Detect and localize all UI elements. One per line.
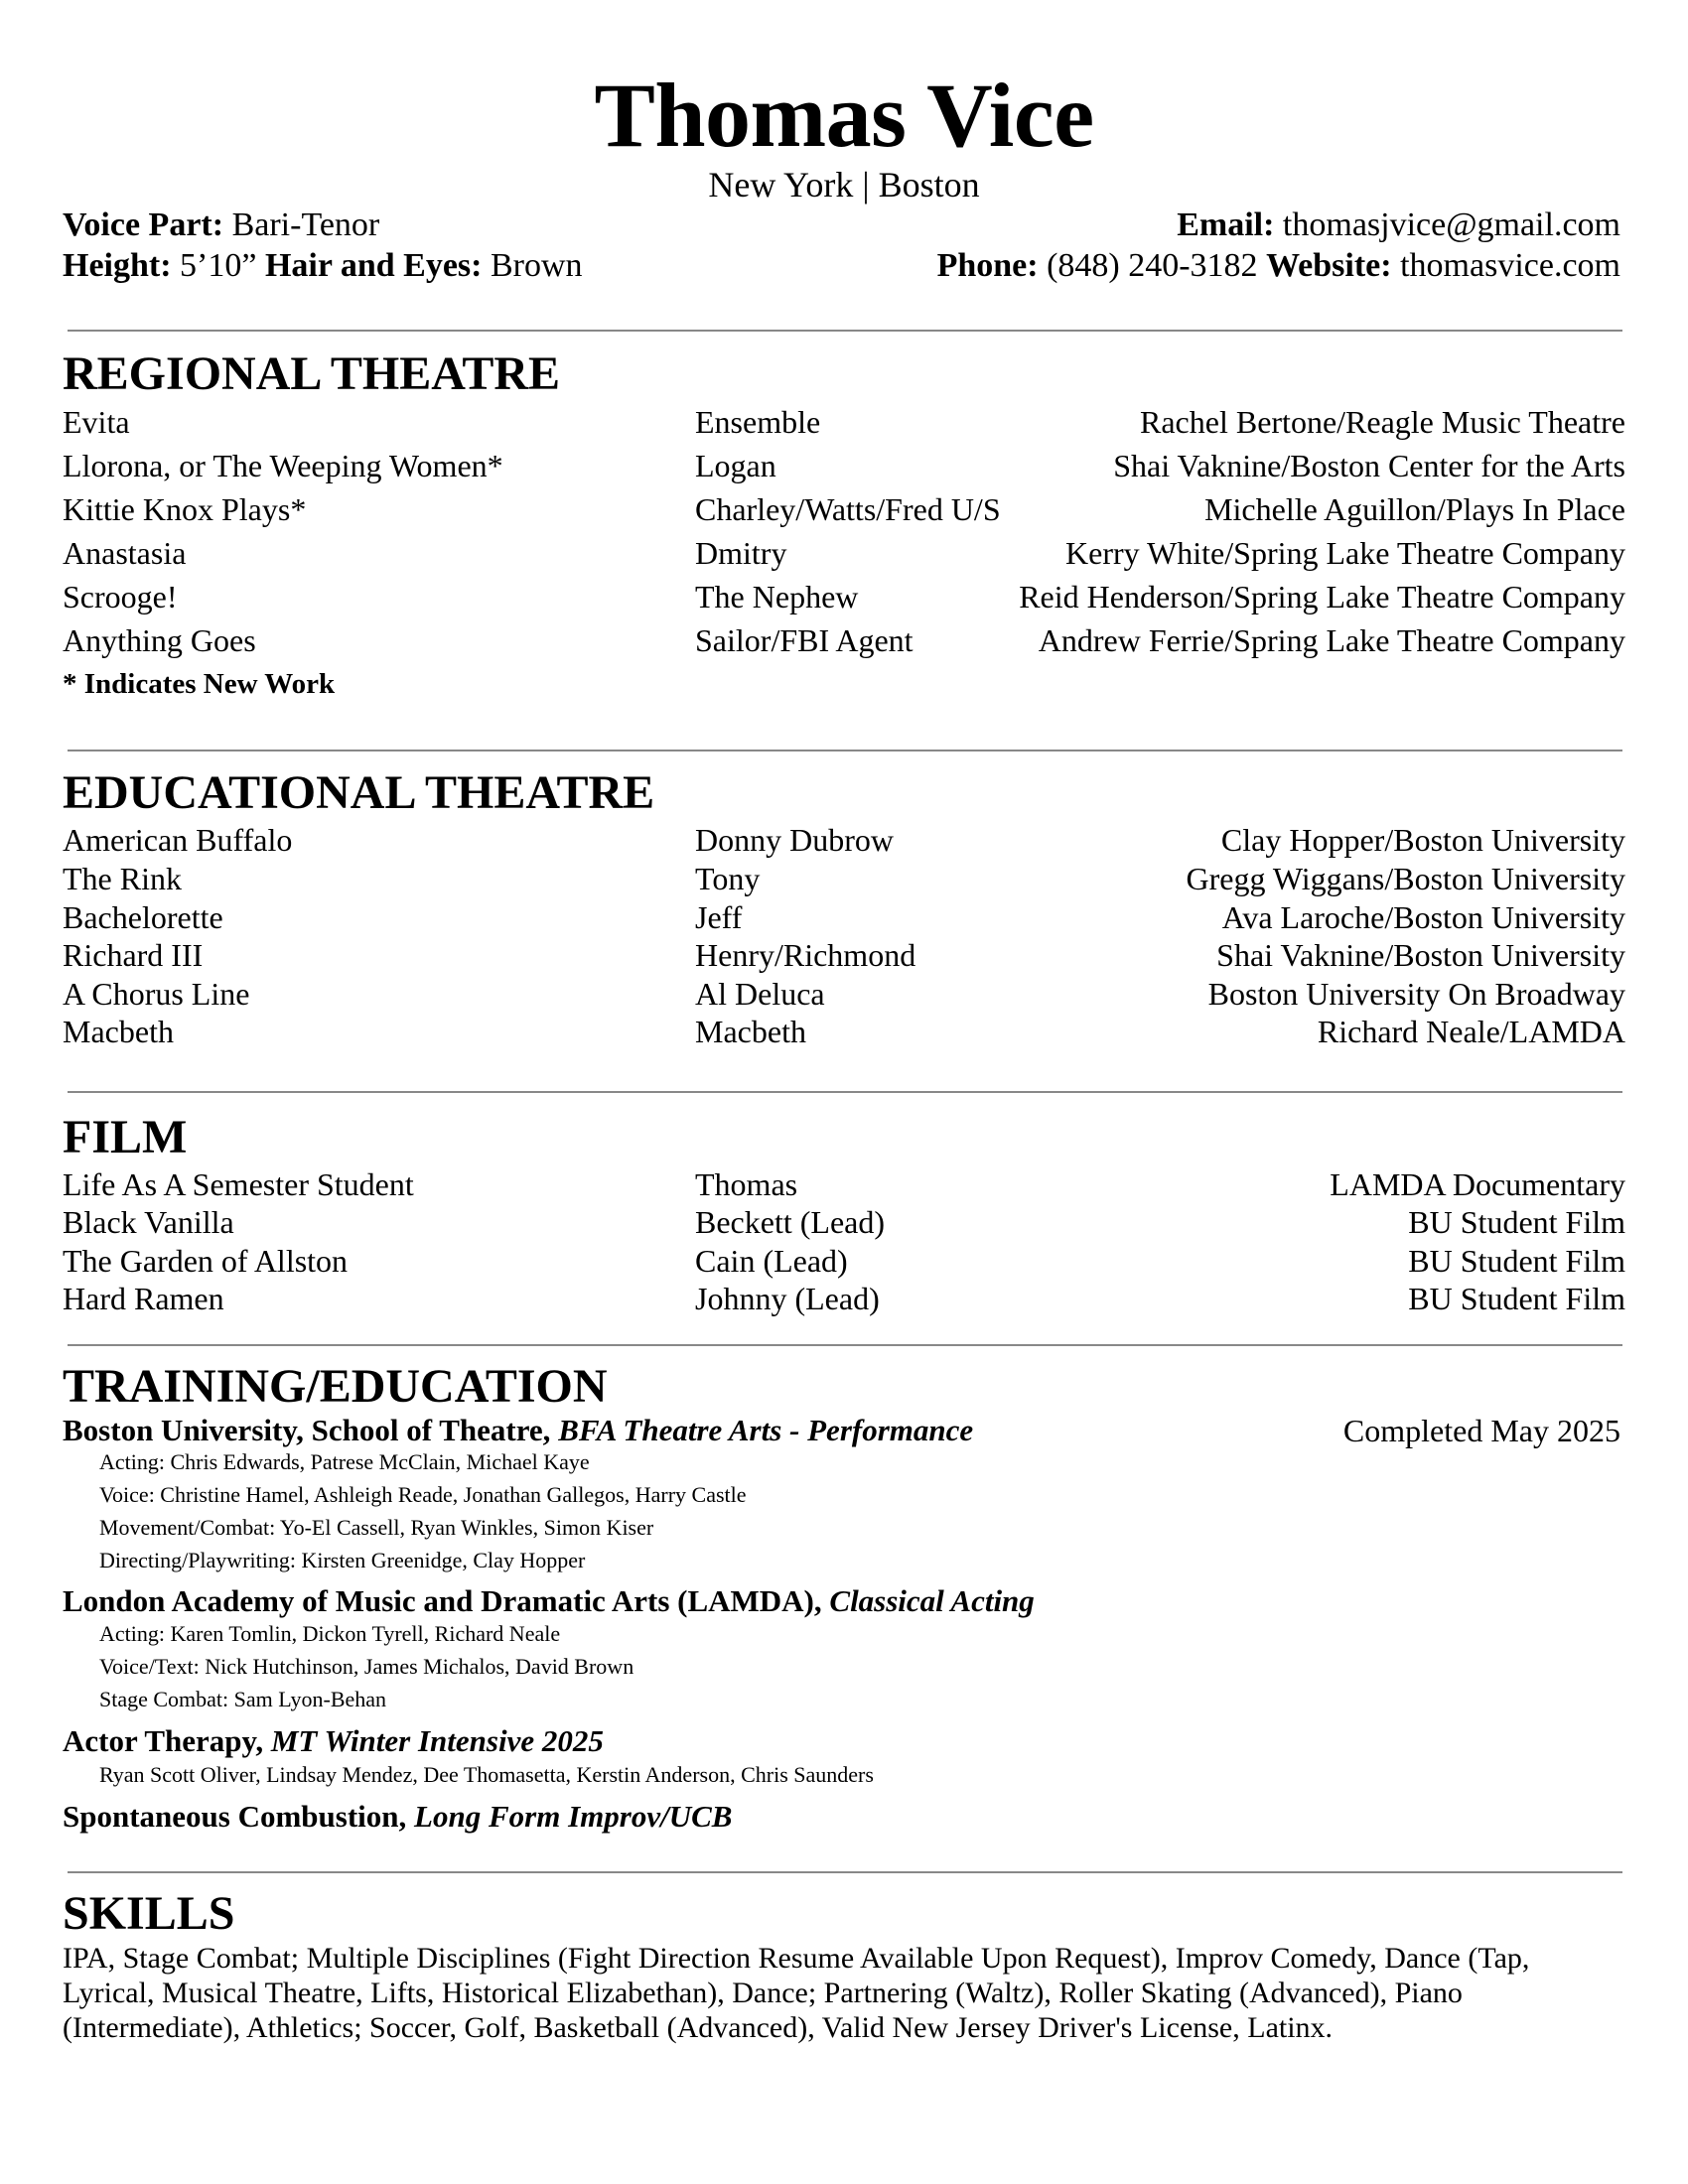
divider [68, 330, 1622, 332]
company: Gregg Wiggans/Boston University [1186, 861, 1625, 896]
company: Shai Vaknine/Boston Center for the Arts [1113, 448, 1625, 483]
training-entry-actor-therapy [63, 1722, 604, 1760]
company: Reid Henderson/Spring Lake Theatre Company [1019, 579, 1625, 614]
voice-part-label: Voice Part: [63, 206, 224, 243]
production: BU Student Film [1408, 1204, 1625, 1240]
location: New York | Boston [708, 165, 980, 205]
role: Macbeth [695, 1014, 806, 1049]
phone-website-line [937, 245, 1620, 286]
role: Tony [695, 861, 761, 896]
role: Dmitry [695, 535, 787, 571]
role: Beckett (Lead) [695, 1204, 885, 1240]
company: Ava Laroche/Boston University [1221, 899, 1625, 935]
show-title: The Rink [63, 861, 182, 896]
production: LAMDA Documentary [1330, 1166, 1625, 1202]
website-value[interactable]: thomasvice.com [1400, 247, 1620, 284]
role: Charley/Watts/Fred U/S [695, 491, 1001, 527]
company: Andrew Ferrie/Spring Lake Theatre Company [1038, 622, 1625, 658]
educational-row [63, 898, 1625, 936]
completion-date: Completed May 2025 [1342, 1413, 1620, 1448]
role: Cain (Lead) [695, 1243, 848, 1279]
program-name: MT Winter Intensive 2025 [270, 1723, 604, 1758]
regional-row [63, 621, 1625, 659]
regional-row [63, 534, 1625, 572]
role: Logan [695, 448, 776, 483]
contact-info [937, 205, 1620, 286]
show-title: Anastasia [63, 535, 187, 571]
company: Rachel Bertone/Reagle Music Theatre [1140, 404, 1625, 440]
production: BU Student Film [1408, 1281, 1625, 1316]
show-title: A Chorus Line [63, 976, 250, 1012]
physical-info [63, 205, 583, 286]
teacher-line: Acting: Chris Edwards, Patrese McClain, Michael Kaye [99, 1449, 590, 1474]
educational-row [63, 975, 1625, 1013]
divider [68, 1091, 1622, 1093]
company: Richard Neale/LAMDA [1317, 1014, 1625, 1049]
teacher-line: Movement/Combat: Yo-El Cassell, Ryan Winkles, Simon Kiser [99, 1515, 654, 1540]
show-title: Anything Goes [63, 622, 256, 658]
film-row [63, 1242, 1625, 1280]
role: The Nephew [695, 579, 859, 614]
film-title: The Garden of Allston [63, 1243, 349, 1279]
film-row [63, 1280, 1625, 1317]
divider [68, 1871, 1622, 1873]
production: BU Student Film [1408, 1243, 1625, 1279]
role: Sailor/FBI Agent [695, 622, 914, 658]
role: Jeff [695, 899, 743, 935]
height-hair-line [63, 245, 583, 286]
role: Thomas [695, 1166, 798, 1202]
film-title: Hard Ramen [63, 1281, 224, 1316]
role: Henry/Richmond [695, 937, 916, 973]
training-entry-bu [63, 1412, 973, 1449]
educational-row [63, 936, 1625, 974]
show-title: Richard III [63, 937, 204, 973]
voice-part-value: Bari-Tenor [231, 206, 380, 243]
program-name: BFA Theatre Arts - Performance [558, 1413, 974, 1447]
teacher-line: Voice: Christine Hamel, Ashleigh Reade, Jonathan Gallegos, Harry Castle [99, 1482, 747, 1507]
teacher-line: Stage Combat: Sam Lyon-Behan [99, 1687, 387, 1711]
website-label: Website: [1266, 247, 1392, 284]
training-heading: TRAINING/EDUCATION [63, 1360, 608, 1413]
regional-row [63, 447, 1625, 484]
height-value: 5’10” [180, 247, 257, 284]
regional-row [63, 490, 1625, 528]
height-label: Height: [63, 247, 172, 284]
divider [68, 750, 1622, 751]
training-entry-spontaneous [63, 1798, 732, 1836]
program-name: Long Form Improv/UCB [414, 1799, 733, 1834]
school-name: Boston University, School of Theatre, [63, 1413, 551, 1447]
email-label: Email: [1177, 206, 1275, 243]
show-title: Evita [63, 404, 130, 440]
film-heading: FILM [63, 1111, 188, 1163]
new-work-note: * Indicates New Work [63, 668, 336, 700]
educational-row [63, 1013, 1625, 1050]
show-title: Scrooge! [63, 579, 178, 614]
teacher-line: Voice/Text: Nick Hutchinson, James Michalos, David Brown [99, 1654, 634, 1679]
company: Boston University On Broadway [1207, 976, 1625, 1012]
film-title: Life As A Semester Student [63, 1166, 414, 1202]
hair-eyes-value: Brown [490, 247, 583, 284]
film-title: Black Vanilla [63, 1204, 234, 1240]
show-title: American Buffalo [63, 822, 293, 858]
school-name: Actor Therapy, [63, 1723, 264, 1758]
teacher-line: Ryan Scott Oliver, Lindsay Mendez, Dee Thomasetta, Kerstin Anderson, Chris Saunders [99, 1762, 874, 1787]
show-title: Bachelorette [63, 899, 223, 935]
phone-value: (848) 240-3182 [1047, 247, 1258, 284]
email-value[interactable]: thomasjvice@gmail.com [1282, 206, 1620, 243]
resume-name: Thomas Vice [594, 65, 1094, 166]
training-entry-lamda [63, 1582, 1035, 1620]
teacher-line: Directing/Playwriting: Kirsten Greenidge, Clay Hopper [99, 1548, 586, 1572]
educational-row [63, 821, 1625, 859]
regional-theatre-heading: REGIONAL THEATRE [63, 347, 561, 400]
divider [68, 1344, 1622, 1346]
educational-row [63, 860, 1625, 897]
film-row [63, 1165, 1625, 1203]
company: Clay Hopper/Boston University [1220, 822, 1625, 858]
email-line [937, 205, 1620, 245]
educational-theatre-heading: EDUCATIONAL THEATRE [63, 766, 655, 819]
skills-heading: SKILLS [63, 1887, 235, 1940]
company: Michelle Aguillon/Plays In Place [1204, 491, 1625, 527]
role: Donny Dubrow [695, 822, 894, 858]
school-name: Spontaneous Combustion, [63, 1799, 407, 1834]
hair-eyes-label: Hair and Eyes: [264, 247, 483, 284]
role: Ensemble [695, 404, 821, 440]
company: Kerry White/Spring Lake Theatre Company [1065, 535, 1625, 571]
role: Al Deluca [695, 976, 825, 1012]
show-title: Llorona, or The Weeping Women* [63, 448, 503, 483]
role: Johnny (Lead) [695, 1281, 880, 1316]
regional-row [63, 403, 1625, 441]
company: Shai Vaknine/Boston University [1216, 937, 1625, 973]
school-name: London Academy of Music and Dramatic Arts (LAMDA), [63, 1583, 822, 1618]
film-row [63, 1203, 1625, 1241]
program-name: Classical Acting [829, 1583, 1035, 1618]
show-title: Kittie Knox Plays* [63, 491, 307, 527]
show-title: Macbeth [63, 1014, 174, 1049]
phone-label: Phone: [936, 247, 1039, 284]
skills-text: IPA, Stage Combat; Multiple Disciplines (Fight Direction Resume Available Upon Request), Improv Comedy, Dance (Tap, Lyrical, Musical Theatre, Lifts, Historical Elizabethan), Dance; Partnering (Waltz), Roller Skating (Advanced), Piano (Intermediate), Athletics; Soccer, Golf, Basketball (Advanced), Valid New Jersey Driver's License, Latinx. [63, 1942, 1530, 2044]
regional-row [63, 578, 1625, 615]
voice-part-line [63, 205, 583, 245]
teacher-line: Acting: Karen Tomlin, Dickon Tyrell, Richard Neale [99, 1621, 561, 1646]
